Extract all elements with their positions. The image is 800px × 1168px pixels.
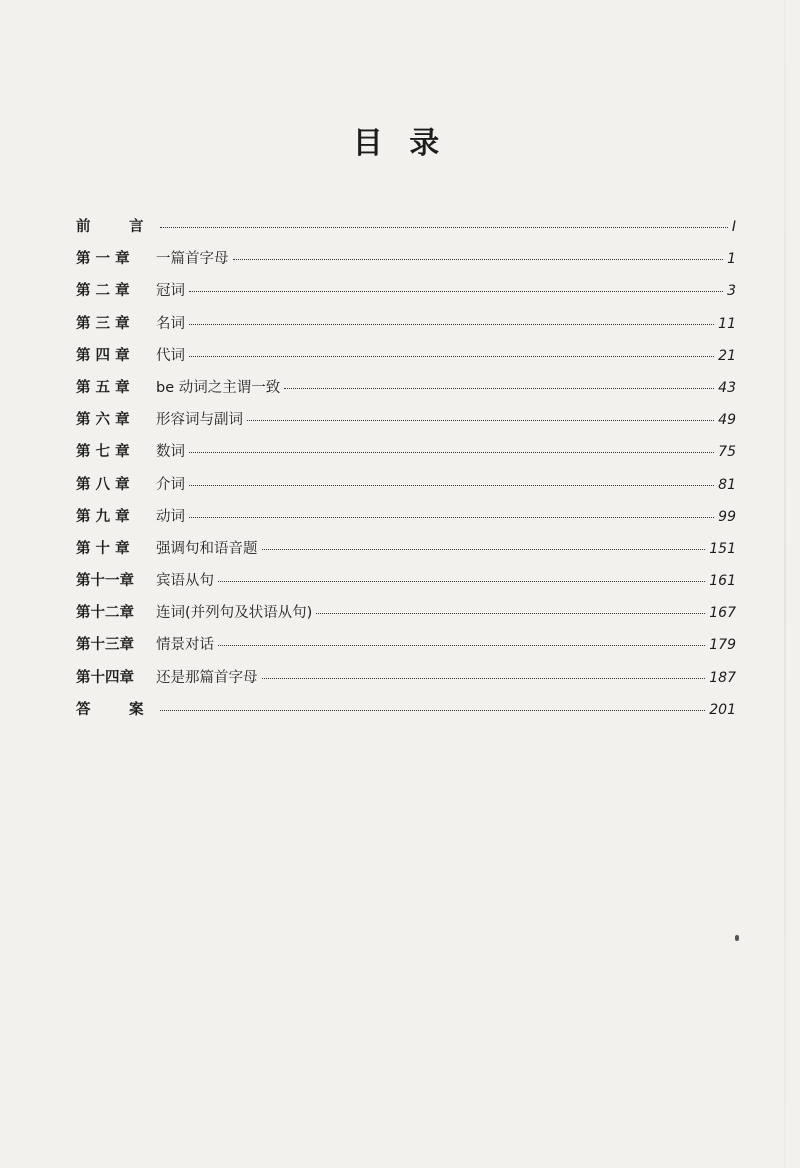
toc-chapter-title: 动词	[156, 508, 185, 525]
toc-chapter-title: 介词	[156, 476, 185, 493]
toc-chapter-label: 第 一 章	[76, 251, 130, 268]
toc-page-number: 81	[718, 476, 736, 493]
toc-dot-leader	[160, 710, 705, 711]
toc-chapter-label: 第十一章	[76, 573, 134, 590]
toc-chapter-label: 第 七 章	[76, 444, 130, 461]
toc-chapter-label: 第 二 章	[76, 283, 130, 300]
toc-dot-leader	[160, 227, 728, 228]
toc-page-number: 179	[709, 637, 736, 654]
toc-entry	[76, 473, 736, 505]
toc-entry	[76, 215, 736, 247]
toc-entry	[76, 505, 736, 537]
toc-chapter-title: 形容词与副词	[156, 412, 243, 429]
toc-chapter-label: 第十三章	[76, 637, 134, 654]
toc-dot-leader	[189, 356, 714, 357]
toc-dot-leader	[189, 291, 723, 292]
ink-mark	[735, 935, 739, 941]
toc-chapter-label: 第 四 章	[76, 347, 130, 364]
toc-dot-leader	[189, 485, 714, 486]
toc-chapter-title: 名词	[156, 315, 185, 332]
toc-chapter-title: 还是那篇首字母	[156, 669, 258, 686]
toc-entry	[76, 569, 736, 601]
toc-page-number: 11	[718, 315, 736, 332]
toc-dot-leader	[316, 613, 705, 614]
toc-page-number: 75	[718, 444, 736, 461]
toc-entry	[76, 344, 736, 376]
page-crease	[784, 0, 786, 1168]
toc-entry	[76, 633, 736, 665]
toc-chapter-title: 数词	[156, 444, 185, 461]
toc-chapter-label: 第十二章	[76, 605, 134, 622]
toc-dot-leader	[218, 645, 705, 646]
toc-chapter-label: 第十四章	[76, 669, 134, 686]
toc-chapter-title: 连词(并列句及状语从句)	[156, 605, 313, 622]
toc-dot-leader	[189, 452, 714, 453]
toc-page-number: 1	[727, 251, 736, 268]
toc-page-number: I	[731, 219, 736, 235]
toc-chapter-label: 第 八 章	[76, 476, 130, 493]
toc-entry	[76, 698, 736, 730]
toc-dot-leader	[284, 388, 714, 389]
toc-chapter-title: 情景对话	[156, 637, 214, 654]
toc-page-number: 3	[727, 283, 736, 300]
toc-page-number: 49	[718, 412, 736, 429]
toc-page-number: 201	[709, 701, 736, 718]
toc-entry	[76, 537, 736, 569]
toc-dot-leader	[218, 581, 705, 582]
toc-chapter-label: 第 六 章	[76, 412, 130, 429]
toc-chapter-title: 强调句和语音题	[156, 540, 258, 557]
toc-chapter-title: be 动词之主谓一致	[156, 379, 281, 396]
toc-chapter-title: 冠词	[156, 283, 185, 300]
toc-page-number: 151	[709, 540, 736, 557]
toc-entry	[76, 279, 736, 311]
toc-page-number: 99	[718, 508, 736, 525]
toc-dot-leader	[262, 678, 706, 679]
toc-chapter-label: 第 五 章	[76, 379, 130, 396]
toc-entry	[76, 440, 736, 472]
toc-dot-leader	[189, 517, 714, 518]
table-of-contents	[76, 215, 736, 730]
toc-chapter-label: 第 十 章	[76, 540, 130, 557]
toc-page-number: 187	[709, 669, 736, 686]
toc-dot-leader	[262, 549, 706, 550]
toc-chapter-label: 答 案	[76, 701, 156, 718]
toc-entry	[76, 601, 736, 633]
toc-chapter-label: 第 九 章	[76, 508, 130, 525]
toc-dot-leader	[247, 420, 714, 421]
toc-entry	[76, 247, 736, 279]
toc-entry	[76, 408, 736, 440]
toc-page-number: 43	[718, 379, 736, 396]
toc-entry	[76, 376, 736, 408]
page-title: 目 录	[352, 126, 448, 161]
toc-chapter-label: 第 三 章	[76, 315, 130, 332]
toc-chapter-label: 前 言	[76, 219, 156, 235]
toc-chapter-title: 宾语从句	[156, 573, 214, 590]
toc-page-number: 167	[709, 605, 736, 622]
toc-dot-leader	[233, 259, 724, 260]
toc-entry	[76, 666, 736, 698]
toc-page-number: 21	[718, 347, 736, 364]
toc-page-number: 161	[709, 573, 736, 590]
toc-chapter-title: 代词	[156, 347, 185, 364]
toc-entry	[76, 312, 736, 344]
toc-chapter-title: 一篇首字母	[156, 251, 229, 268]
toc-dot-leader	[189, 324, 714, 325]
